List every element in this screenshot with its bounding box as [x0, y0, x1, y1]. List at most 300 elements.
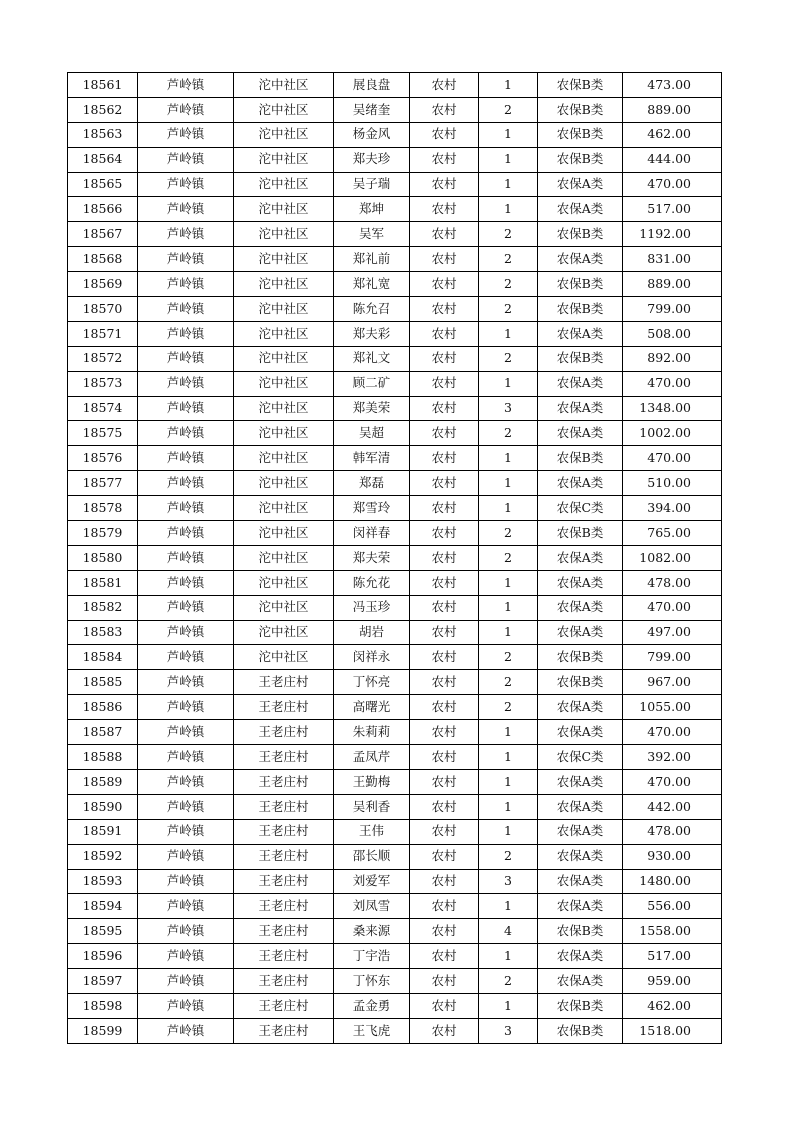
- row-id-cell: 18572: [68, 346, 138, 371]
- person-name-cell: 郑礼宽: [334, 272, 410, 297]
- insurance-category-cell: 农保B类: [538, 272, 623, 297]
- member-count-cell: 4: [479, 919, 538, 944]
- member-count-cell: 1: [479, 794, 538, 819]
- town-cell: 芦岭镇: [138, 247, 234, 272]
- row-id-cell: 18587: [68, 720, 138, 745]
- insurance-category-cell: 农保A类: [538, 247, 623, 272]
- household-type-cell: 农村: [410, 247, 479, 272]
- village-cell: 沱中社区: [234, 321, 334, 346]
- household-type-cell: 农村: [410, 346, 479, 371]
- table-row: [68, 595, 722, 620]
- insurance-category-cell: 农保A类: [538, 620, 623, 645]
- insurance-category-cell: 农保A类: [538, 595, 623, 620]
- member-count-cell: 2: [479, 222, 538, 247]
- table-row: [68, 570, 722, 595]
- member-count-cell: 2: [479, 97, 538, 122]
- household-type-cell: 农村: [410, 272, 479, 297]
- village-cell: 沱中社区: [234, 421, 334, 446]
- table-row: [68, 769, 722, 794]
- member-count-cell: 1: [479, 73, 538, 98]
- member-count-cell: 1: [479, 371, 538, 396]
- member-count-cell: 1: [479, 993, 538, 1018]
- household-type-cell: 农村: [410, 993, 479, 1018]
- member-count-cell: 1: [479, 122, 538, 147]
- member-count-cell: 1: [479, 595, 538, 620]
- household-type-cell: 农村: [410, 595, 479, 620]
- member-count-cell: 1: [479, 446, 538, 471]
- village-cell: 沱中社区: [234, 595, 334, 620]
- person-name-cell: 韩军清: [334, 446, 410, 471]
- town-cell: 芦岭镇: [138, 421, 234, 446]
- row-id-cell: 18579: [68, 521, 138, 546]
- village-cell: 王老庄村: [234, 819, 334, 844]
- table-row: [68, 321, 722, 346]
- village-cell: 沱中社区: [234, 446, 334, 471]
- town-cell: 芦岭镇: [138, 222, 234, 247]
- household-type-cell: 农村: [410, 720, 479, 745]
- table-row: [68, 521, 722, 546]
- insurance-category-cell: 农保B类: [538, 97, 623, 122]
- table-row: [68, 919, 722, 944]
- row-id-cell: 18565: [68, 172, 138, 197]
- row-id-cell: 18581: [68, 570, 138, 595]
- row-id-cell: 18588: [68, 745, 138, 770]
- village-cell: 沱中社区: [234, 570, 334, 595]
- table-row: [68, 894, 722, 919]
- amount-cell: 556.00: [623, 894, 722, 919]
- amount-cell: 967.00: [623, 670, 722, 695]
- town-cell: 芦岭镇: [138, 844, 234, 869]
- person-name-cell: 郑坤: [334, 197, 410, 222]
- table-body: [68, 73, 722, 1044]
- household-type-cell: 农村: [410, 496, 479, 521]
- amount-cell: 1558.00: [623, 919, 722, 944]
- amount-cell: 799.00: [623, 297, 722, 322]
- member-count-cell: 1: [479, 496, 538, 521]
- insurance-category-cell: 农保A类: [538, 421, 623, 446]
- insurance-category-cell: 农保A类: [538, 844, 623, 869]
- member-count-cell: 1: [479, 147, 538, 172]
- insurance-category-cell: 农保A类: [538, 969, 623, 994]
- person-name-cell: 桑来源: [334, 919, 410, 944]
- row-id-cell: 18580: [68, 545, 138, 570]
- person-name-cell: 胡岩: [334, 620, 410, 645]
- person-name-cell: 吴子瑞: [334, 172, 410, 197]
- row-id-cell: 18568: [68, 247, 138, 272]
- amount-cell: 470.00: [623, 446, 722, 471]
- household-type-cell: 农村: [410, 919, 479, 944]
- household-type-cell: 农村: [410, 545, 479, 570]
- town-cell: 芦岭镇: [138, 645, 234, 670]
- household-type-cell: 农村: [410, 147, 479, 172]
- member-count-cell: 1: [479, 570, 538, 595]
- table-row: [68, 496, 722, 521]
- town-cell: 芦岭镇: [138, 97, 234, 122]
- town-cell: 芦岭镇: [138, 670, 234, 695]
- household-type-cell: 农村: [410, 670, 479, 695]
- table-row: [68, 794, 722, 819]
- person-name-cell: 吴绪奎: [334, 97, 410, 122]
- town-cell: 芦岭镇: [138, 794, 234, 819]
- town-cell: 芦岭镇: [138, 993, 234, 1018]
- amount-cell: 1518.00: [623, 1018, 722, 1043]
- household-type-cell: 农村: [410, 172, 479, 197]
- table-row: [68, 222, 722, 247]
- table-row: [68, 645, 722, 670]
- insurance-category-cell: 农保B类: [538, 670, 623, 695]
- town-cell: 芦岭镇: [138, 969, 234, 994]
- person-name-cell: 丁怀亮: [334, 670, 410, 695]
- village-cell: 沱中社区: [234, 197, 334, 222]
- person-name-cell: 展良盘: [334, 73, 410, 98]
- row-id-cell: 18564: [68, 147, 138, 172]
- insurance-category-cell: 农保B类: [538, 122, 623, 147]
- table-row: [68, 147, 722, 172]
- village-cell: 王老庄村: [234, 745, 334, 770]
- amount-cell: 394.00: [623, 496, 722, 521]
- person-name-cell: 郑磊: [334, 471, 410, 496]
- town-cell: 芦岭镇: [138, 471, 234, 496]
- person-name-cell: 吴军: [334, 222, 410, 247]
- household-type-cell: 农村: [410, 73, 479, 98]
- household-type-cell: 农村: [410, 521, 479, 546]
- member-count-cell: 2: [479, 346, 538, 371]
- person-name-cell: 陈允花: [334, 570, 410, 595]
- town-cell: 芦岭镇: [138, 396, 234, 421]
- amount-cell: 517.00: [623, 197, 722, 222]
- amount-cell: 478.00: [623, 819, 722, 844]
- member-count-cell: 1: [479, 620, 538, 645]
- amount-cell: 462.00: [623, 122, 722, 147]
- table-row: [68, 73, 722, 98]
- town-cell: 芦岭镇: [138, 944, 234, 969]
- village-cell: 王老庄村: [234, 670, 334, 695]
- town-cell: 芦岭镇: [138, 172, 234, 197]
- table-row: [68, 197, 722, 222]
- table-row: [68, 720, 722, 745]
- table-row: [68, 969, 722, 994]
- town-cell: 芦岭镇: [138, 595, 234, 620]
- row-id-cell: 18599: [68, 1018, 138, 1043]
- household-type-cell: 农村: [410, 869, 479, 894]
- row-id-cell: 18593: [68, 869, 138, 894]
- town-cell: 芦岭镇: [138, 122, 234, 147]
- row-id-cell: 18597: [68, 969, 138, 994]
- amount-cell: 470.00: [623, 371, 722, 396]
- village-cell: 沱中社区: [234, 122, 334, 147]
- village-cell: 王老庄村: [234, 919, 334, 944]
- row-id-cell: 18576: [68, 446, 138, 471]
- insurance-category-cell: 农保C类: [538, 496, 623, 521]
- row-id-cell: 18570: [68, 297, 138, 322]
- table-row: [68, 1018, 722, 1043]
- person-name-cell: 闵祥永: [334, 645, 410, 670]
- village-cell: 沱中社区: [234, 247, 334, 272]
- insurance-category-cell: 农保A类: [538, 172, 623, 197]
- household-type-cell: 农村: [410, 1018, 479, 1043]
- table-row: [68, 471, 722, 496]
- village-cell: 王老庄村: [234, 944, 334, 969]
- amount-cell: 892.00: [623, 346, 722, 371]
- table-row: [68, 97, 722, 122]
- town-cell: 芦岭镇: [138, 446, 234, 471]
- household-type-cell: 农村: [410, 745, 479, 770]
- insurance-category-cell: 农保B类: [538, 993, 623, 1018]
- village-cell: 沱中社区: [234, 297, 334, 322]
- table-row: [68, 745, 722, 770]
- household-type-cell: 农村: [410, 570, 479, 595]
- insurance-category-cell: 农保A类: [538, 371, 623, 396]
- table-row: [68, 545, 722, 570]
- table-row: [68, 272, 722, 297]
- town-cell: 芦岭镇: [138, 346, 234, 371]
- town-cell: 芦岭镇: [138, 1018, 234, 1043]
- insurance-category-cell: 农保B类: [538, 73, 623, 98]
- town-cell: 芦岭镇: [138, 745, 234, 770]
- insurance-category-cell: 农保B类: [538, 1018, 623, 1043]
- insurance-category-cell: 农保B类: [538, 222, 623, 247]
- benefit-table: [67, 72, 722, 1044]
- household-type-cell: 农村: [410, 819, 479, 844]
- table-row: [68, 819, 722, 844]
- table-row: [68, 297, 722, 322]
- row-id-cell: 18582: [68, 595, 138, 620]
- insurance-category-cell: 农保B类: [538, 297, 623, 322]
- town-cell: 芦岭镇: [138, 321, 234, 346]
- member-count-cell: 2: [479, 272, 538, 297]
- insurance-category-cell: 农保A类: [538, 894, 623, 919]
- person-name-cell: 刘爱军: [334, 869, 410, 894]
- row-id-cell: 18586: [68, 695, 138, 720]
- person-name-cell: 王勤梅: [334, 769, 410, 794]
- person-name-cell: 高曙光: [334, 695, 410, 720]
- member-count-cell: 3: [479, 869, 538, 894]
- person-name-cell: 闵祥春: [334, 521, 410, 546]
- household-type-cell: 农村: [410, 371, 479, 396]
- town-cell: 芦岭镇: [138, 272, 234, 297]
- table-row: [68, 421, 722, 446]
- household-type-cell: 农村: [410, 894, 479, 919]
- village-cell: 王老庄村: [234, 844, 334, 869]
- household-type-cell: 农村: [410, 844, 479, 869]
- person-name-cell: 吴超: [334, 421, 410, 446]
- village-cell: 王老庄村: [234, 894, 334, 919]
- table-row: [68, 944, 722, 969]
- village-cell: 王老庄村: [234, 695, 334, 720]
- table-row: [68, 247, 722, 272]
- insurance-category-cell: 农保A类: [538, 197, 623, 222]
- town-cell: 芦岭镇: [138, 620, 234, 645]
- table-row: [68, 396, 722, 421]
- village-cell: 沱中社区: [234, 272, 334, 297]
- member-count-cell: 2: [479, 645, 538, 670]
- amount-cell: 444.00: [623, 147, 722, 172]
- amount-cell: 470.00: [623, 172, 722, 197]
- person-name-cell: 王伟: [334, 819, 410, 844]
- row-id-cell: 18566: [68, 197, 138, 222]
- household-type-cell: 农村: [410, 222, 479, 247]
- member-count-cell: 3: [479, 396, 538, 421]
- town-cell: 芦岭镇: [138, 869, 234, 894]
- village-cell: 沱中社区: [234, 147, 334, 172]
- village-cell: 沱中社区: [234, 471, 334, 496]
- amount-cell: 1480.00: [623, 869, 722, 894]
- insurance-category-cell: 农保A类: [538, 720, 623, 745]
- member-count-cell: 2: [479, 521, 538, 546]
- household-type-cell: 农村: [410, 944, 479, 969]
- person-name-cell: 郑夫荣: [334, 545, 410, 570]
- person-name-cell: 郑礼前: [334, 247, 410, 272]
- amount-cell: 473.00: [623, 73, 722, 98]
- amount-cell: 799.00: [623, 645, 722, 670]
- village-cell: 沱中社区: [234, 496, 334, 521]
- member-count-cell: 1: [479, 944, 538, 969]
- row-id-cell: 18591: [68, 819, 138, 844]
- person-name-cell: 孟金勇: [334, 993, 410, 1018]
- table-row: [68, 993, 722, 1018]
- town-cell: 芦岭镇: [138, 919, 234, 944]
- amount-cell: 1192.00: [623, 222, 722, 247]
- member-count-cell: 1: [479, 769, 538, 794]
- person-name-cell: 郑美荣: [334, 396, 410, 421]
- row-id-cell: 18563: [68, 122, 138, 147]
- village-cell: 王老庄村: [234, 969, 334, 994]
- row-id-cell: 18571: [68, 321, 138, 346]
- insurance-category-cell: 农保A类: [538, 695, 623, 720]
- insurance-category-cell: 农保A类: [538, 944, 623, 969]
- table-row: [68, 446, 722, 471]
- amount-cell: 831.00: [623, 247, 722, 272]
- table-row: [68, 122, 722, 147]
- town-cell: 芦岭镇: [138, 695, 234, 720]
- person-name-cell: 顾二矿: [334, 371, 410, 396]
- insurance-category-cell: 农保A类: [538, 471, 623, 496]
- table-row: [68, 695, 722, 720]
- member-count-cell: 2: [479, 247, 538, 272]
- insurance-category-cell: 农保A类: [538, 819, 623, 844]
- household-type-cell: 农村: [410, 396, 479, 421]
- row-id-cell: 18577: [68, 471, 138, 496]
- row-id-cell: 18594: [68, 894, 138, 919]
- member-count-cell: 1: [479, 894, 538, 919]
- town-cell: 芦岭镇: [138, 819, 234, 844]
- village-cell: 沱中社区: [234, 97, 334, 122]
- row-id-cell: 18585: [68, 670, 138, 695]
- household-type-cell: 农村: [410, 471, 479, 496]
- insurance-category-cell: 农保C类: [538, 745, 623, 770]
- table-row: [68, 172, 722, 197]
- person-name-cell: 吴利香: [334, 794, 410, 819]
- town-cell: 芦岭镇: [138, 371, 234, 396]
- member-count-cell: 1: [479, 819, 538, 844]
- row-id-cell: 18596: [68, 944, 138, 969]
- row-id-cell: 18562: [68, 97, 138, 122]
- amount-cell: 517.00: [623, 944, 722, 969]
- amount-cell: 392.00: [623, 745, 722, 770]
- amount-cell: 462.00: [623, 993, 722, 1018]
- person-name-cell: 郑雪玲: [334, 496, 410, 521]
- member-count-cell: 2: [479, 297, 538, 322]
- person-name-cell: 郑夫彩: [334, 321, 410, 346]
- row-id-cell: 18584: [68, 645, 138, 670]
- town-cell: 芦岭镇: [138, 545, 234, 570]
- amount-cell: 1082.00: [623, 545, 722, 570]
- town-cell: 芦岭镇: [138, 720, 234, 745]
- amount-cell: 930.00: [623, 844, 722, 869]
- row-id-cell: 18567: [68, 222, 138, 247]
- amount-cell: 1055.00: [623, 695, 722, 720]
- town-cell: 芦岭镇: [138, 521, 234, 546]
- insurance-category-cell: 农保A类: [538, 794, 623, 819]
- household-type-cell: 农村: [410, 969, 479, 994]
- member-count-cell: 1: [479, 471, 538, 496]
- member-count-cell: 1: [479, 172, 538, 197]
- member-count-cell: 1: [479, 197, 538, 222]
- village-cell: 沱中社区: [234, 396, 334, 421]
- household-type-cell: 农村: [410, 321, 479, 346]
- insurance-category-cell: 农保B类: [538, 919, 623, 944]
- row-id-cell: 18569: [68, 272, 138, 297]
- village-cell: 王老庄村: [234, 1018, 334, 1043]
- town-cell: 芦岭镇: [138, 496, 234, 521]
- person-name-cell: 王飞虎: [334, 1018, 410, 1043]
- amount-cell: 889.00: [623, 272, 722, 297]
- row-id-cell: 18583: [68, 620, 138, 645]
- household-type-cell: 农村: [410, 197, 479, 222]
- table-row: [68, 620, 722, 645]
- amount-cell: 442.00: [623, 794, 722, 819]
- row-id-cell: 18590: [68, 794, 138, 819]
- member-count-cell: 2: [479, 695, 538, 720]
- amount-cell: 1348.00: [623, 396, 722, 421]
- household-type-cell: 农村: [410, 769, 479, 794]
- person-name-cell: 邵长顺: [334, 844, 410, 869]
- person-name-cell: 朱莉莉: [334, 720, 410, 745]
- amount-cell: 470.00: [623, 720, 722, 745]
- person-name-cell: 丁怀东: [334, 969, 410, 994]
- amount-cell: 889.00: [623, 97, 722, 122]
- member-count-cell: 2: [479, 545, 538, 570]
- town-cell: 芦岭镇: [138, 894, 234, 919]
- person-name-cell: 陈允召: [334, 297, 410, 322]
- member-count-cell: 2: [479, 670, 538, 695]
- village-cell: 沱中社区: [234, 620, 334, 645]
- village-cell: 王老庄村: [234, 869, 334, 894]
- village-cell: 沱中社区: [234, 346, 334, 371]
- amount-cell: 470.00: [623, 769, 722, 794]
- village-cell: 沱中社区: [234, 545, 334, 570]
- table-row: [68, 670, 722, 695]
- amount-cell: 470.00: [623, 595, 722, 620]
- village-cell: 沱中社区: [234, 222, 334, 247]
- member-count-cell: 2: [479, 969, 538, 994]
- table-row: [68, 371, 722, 396]
- village-cell: 沱中社区: [234, 172, 334, 197]
- insurance-category-cell: 农保B类: [538, 645, 623, 670]
- village-cell: 王老庄村: [234, 794, 334, 819]
- village-cell: 王老庄村: [234, 993, 334, 1018]
- person-name-cell: 刘凤雪: [334, 894, 410, 919]
- insurance-category-cell: 农保B类: [538, 446, 623, 471]
- insurance-category-cell: 农保A类: [538, 769, 623, 794]
- household-type-cell: 农村: [410, 421, 479, 446]
- amount-cell: 765.00: [623, 521, 722, 546]
- insurance-category-cell: 农保B类: [538, 521, 623, 546]
- insurance-category-cell: 农保A类: [538, 545, 623, 570]
- row-id-cell: 18573: [68, 371, 138, 396]
- insurance-category-cell: 农保A类: [538, 869, 623, 894]
- person-name-cell: 郑夫珍: [334, 147, 410, 172]
